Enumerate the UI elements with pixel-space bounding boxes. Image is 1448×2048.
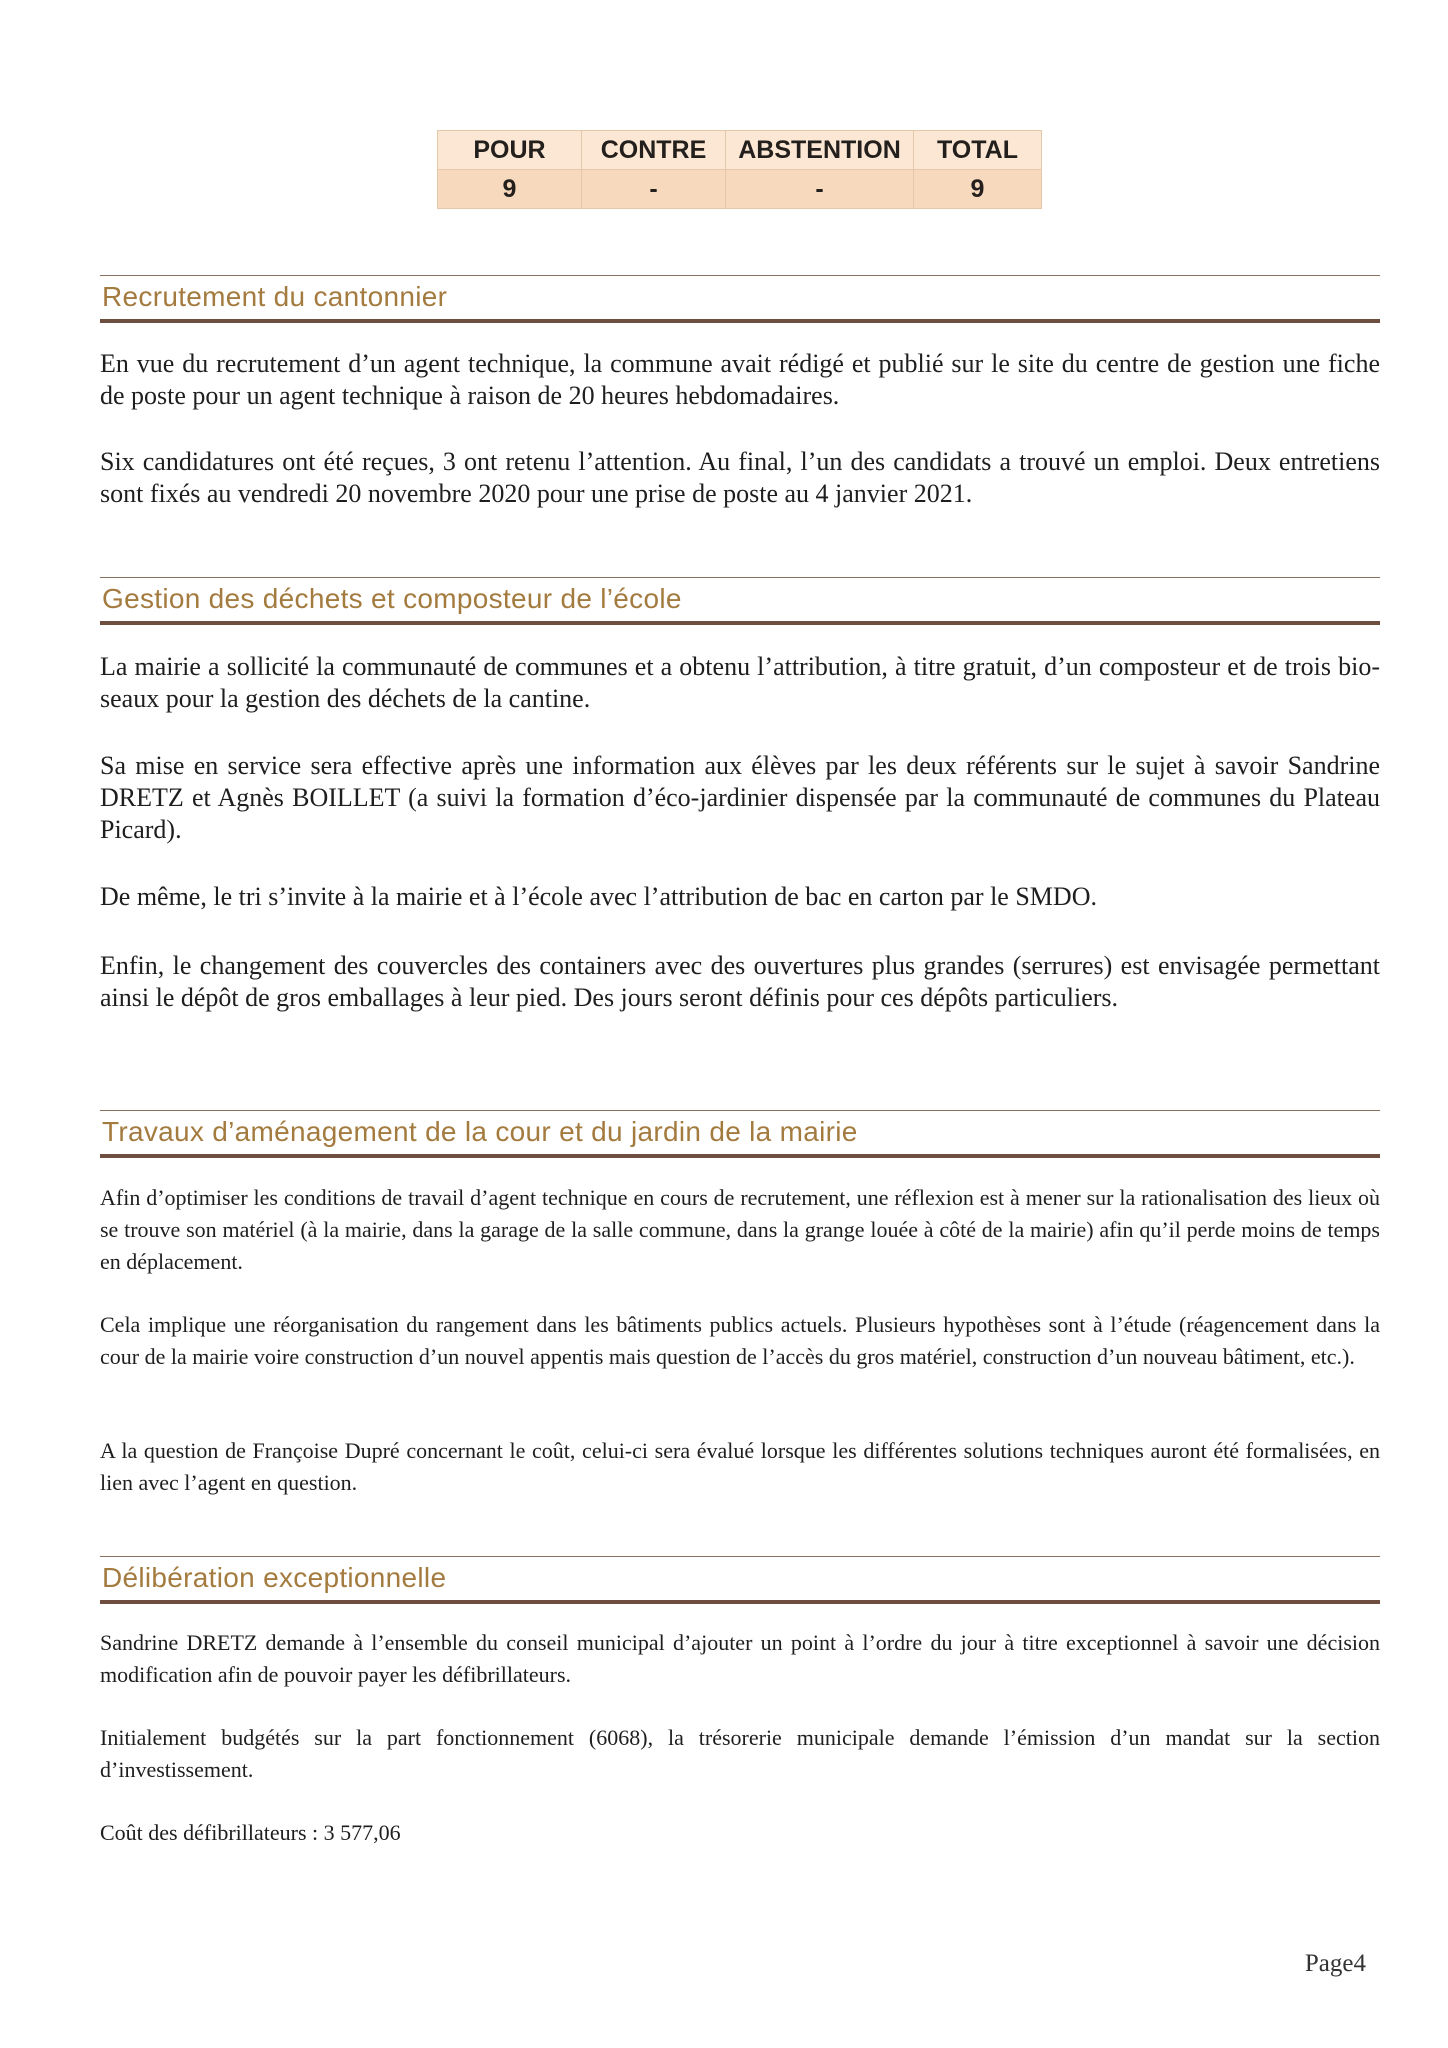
- section-title: Travaux d’aménagement de la cour et du jardin de la mairie: [102, 1116, 858, 1147]
- heading-bottom-rule: [100, 621, 1380, 625]
- value-contre: -: [582, 170, 726, 209]
- heading-top-rule: [100, 577, 1380, 578]
- paragraph: Initialement budgétés sur la part fonctionnement (6068), la trésorerie municipale demande l’émission d’un mandat sur la section d’investissement.: [100, 1725, 1380, 1782]
- heading-bottom-rule: [100, 319, 1380, 323]
- header-total: TOTAL: [914, 131, 1042, 170]
- header-pour: POUR: [438, 131, 582, 170]
- paragraph: De même, le tri s’invite à la mairie et à l’école avec l’attribution de bac en carton par le SMDO.: [100, 882, 1097, 911]
- paragraph: Cela implique une réorganisation du rangement dans les bâtiments publics actuels. Plusieurs hypothèses sont à l’étude (réagencement dans la cour de la mairie voire construction d’un nouvel appentis mais question de l’accès du gros matériel, construction d’un nouveau bâtiment, etc.).: [100, 1312, 1380, 1369]
- paragraph: En vue du recrutement d’un agent technique, la commune avait rédigé et publié sur le site du centre de gestion une fiche de poste pour un agent technique à raison de 20 heures hebdomadaires.: [100, 349, 1380, 410]
- vote-table-header-row: [438, 131, 1042, 170]
- heading-bottom-rule: [100, 1600, 1380, 1604]
- heading-top-rule: [100, 275, 1380, 276]
- heading-top-rule: [100, 1556, 1380, 1557]
- paragraph: Sa mise en service sera effective après une information aux élèves par les deux référents sur le sujet à savoir Sandrine DRETZ et Agnès BOILLET (a suivi la formation d’éco-jardinier dispensée par la communauté de communes du Plateau Picard).: [100, 751, 1380, 844]
- heading-bottom-rule: [100, 1154, 1380, 1158]
- value-abstention: -: [726, 170, 914, 209]
- vote-results-table: [437, 130, 1042, 209]
- section-title: Gestion des déchets et composteur de l’école: [102, 583, 682, 614]
- header-abstention: ABSTENTION: [726, 131, 914, 170]
- value-pour: 9: [438, 170, 582, 209]
- paragraph: Enfin, le changement des couvercles des containers avec des ouvertures plus grandes (serrures) est envisagée permettant ainsi le dépôt de gros emballages à leur pied. Des jours seront définis pour ces dépôts particuliers.: [100, 951, 1380, 1012]
- paragraph: Sandrine DRETZ demande à l’ensemble du conseil municipal d’ajouter un point à l’ordre du jour à titre exceptionnel à savoir une décision modification afin de pouvoir payer les défibrillateurs.: [100, 1630, 1380, 1687]
- paragraph-cost: Coût des défibrillateurs : 3 577,06: [100, 1820, 401, 1845]
- paragraph: Afin d’optimiser les conditions de travail d’agent technique en cours de recrutement, une réflexion est à mener sur la rationalisation des lieux où se trouve son matériel (à la mairie, dans la garage de la salle commune, dans la grange louée à côté de la mairie) afin qu’il perde moins de temps en déplacement.: [100, 1185, 1380, 1274]
- section-title: Délibération exceptionnelle: [102, 1562, 447, 1593]
- value-total: 9: [914, 170, 1042, 209]
- header-contre: CONTRE: [582, 131, 726, 170]
- paragraph: La mairie a sollicité la communauté de communes et a obtenu l’attribution, à titre gratuit, d’un composteur et de trois bio-seaux pour la gestion des déchets de la cantine.: [100, 652, 1380, 713]
- paragraph: A la question de Françoise Dupré concernant le coût, celui-ci sera évalué lorsque les différentes solutions techniques auront été formalisées, en lien avec l’agent en question.: [100, 1438, 1380, 1495]
- heading-top-rule: [100, 1110, 1380, 1111]
- vote-table-values-row: [438, 170, 1042, 209]
- page-number: Page4: [1304, 1950, 1366, 1977]
- section-title: Recrutement du cantonnier: [102, 281, 448, 312]
- paragraph: Six candidatures ont été reçues, 3 ont retenu l’attention. Au final, l’un des candidats a trouvé un emploi. Deux entretiens sont fixés au vendredi 20 novembre 2020 pour une prise de poste au 4 janvier 2021.: [100, 447, 1380, 508]
